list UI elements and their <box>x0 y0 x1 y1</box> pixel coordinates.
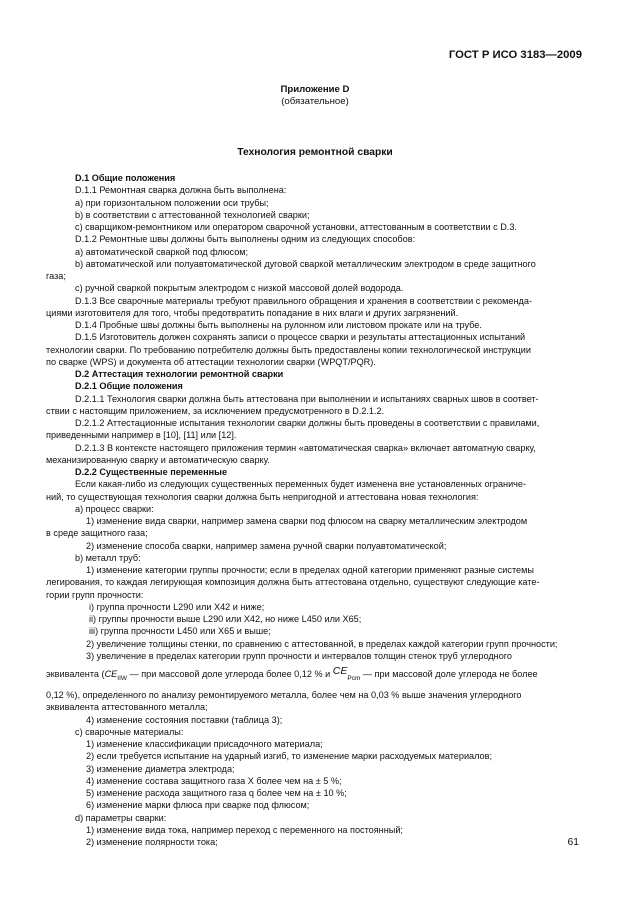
list-item: 3) изменение диаметра электрода; <box>86 763 235 774</box>
ce-iiw-subscript: IIW <box>117 675 128 682</box>
formula-middle: — при массовой доле углерода более 0,12 % и <box>127 669 333 679</box>
paragraph-line: технологии сварки. По требованию потребителю должны быть предоставлены копии технологической инструкции <box>46 344 531 355</box>
page-number: 61 <box>567 837 579 848</box>
list-item: с) сварочные материалы: <box>75 726 184 737</box>
list-item: iii) группа прочности L450 или X65 и выше; <box>89 626 271 637</box>
list-item: 4) изменение состава защитного газа X более чем на ± 5 %; <box>86 775 342 786</box>
annex-heading: Технология ремонтной сварки <box>237 147 393 158</box>
list-item: 1) изменение классификации присадочного материала; <box>86 739 323 749</box>
paragraph-line: механизированную сварку и автоматическую сварку. <box>46 454 270 465</box>
paragraph-line: D.2.1.3 В контексте настоящего приложения термин «автоматическая сварка» включает автоматную сварку, <box>75 442 536 453</box>
annex-status: (обязательное) <box>281 96 349 107</box>
paragraph-line: гории групп прочности: <box>46 589 144 600</box>
list-item: i) группа прочности L290 или X42 и ниже; <box>89 601 265 612</box>
document-code: ГОСТ Р ИСО 3183—2009 <box>448 49 582 61</box>
paragraph-line: в среде защитного газа; <box>46 528 148 539</box>
paragraph-line: эквивалента аттестованного металла; <box>46 702 208 713</box>
paragraph-line: D.1.1 Ремонтная сварка должна быть выполнена: <box>75 185 287 196</box>
paragraph-line: Если какая-либо из следующих существенных переменных будет изменена вне установленных ограниче- <box>75 479 527 490</box>
list-item: с) сварщиком-ремонтником или оператором сварочной установки, аттестованным в соответствии с D.3. <box>75 222 517 232</box>
section-heading: D.2 Аттестация технологии ремонтной сварки <box>75 369 284 379</box>
paragraph-line: газа; <box>46 271 66 281</box>
list-item: b) автоматической или полуавтоматической дуговой сваркой металлическим электродом в среде защитного <box>75 258 536 269</box>
paragraph-line: D.1.3 Все сварочные материалы требуют правильного обращения и хранения в соответствии с рекоменда- <box>75 295 532 306</box>
annex-title: Приложение D <box>280 84 350 95</box>
paragraph-line: D.1.5 Изготовитель должен сохранять записи о процессе сварки и результаты аттестационных испытаний <box>75 332 526 343</box>
list-item: 3) увеличение в пределах категории групп прочности и интервалов толщин стенок труб углеродного <box>86 650 512 661</box>
formula-suffix: — при массовой доле углерода не более <box>360 669 538 679</box>
formula-line <box>46 666 582 687</box>
section-heading: D.1 Общие положения <box>75 173 176 183</box>
paragraph-line: легирования, то каждая легирующая композиция должна быть аттестована отдельно, существуют следующие кате- <box>46 577 540 588</box>
list-item: 2) изменение полярности тока; <box>86 837 218 847</box>
list-item: 2) если требуется испытание на ударный изгиб, то изменение марки расходуемых материалов; <box>86 751 493 762</box>
paragraph-line: D.2.1.1 Технология сварки должна быть аттестована при выполнении и испытаниях сварных швов в соответ- <box>75 393 539 404</box>
paragraph-line: ствии с настоящим приложением, за исключением предусмотренного в D.2.1.2. <box>46 405 385 416</box>
subsection-heading: D.2.2 Существенные переменные <box>75 467 228 477</box>
document-body <box>46 172 582 848</box>
ce-pcm-subscript: Pcm <box>347 675 361 682</box>
ce-iiw-symbol: CE <box>104 669 118 679</box>
paragraph-line: D.2.1.2 Аттестационные испытания технологии сварки должны быть проведены в соответствии с правилами, <box>75 418 540 428</box>
list-item: 4) изменение состояния поставки (таблица 3); <box>86 714 283 725</box>
list-item: 5) изменение расхода защитного газа q более чем на ± 10 %; <box>86 788 347 798</box>
formula-prefix: эквивалента ( <box>46 669 105 679</box>
list-item: b) металл труб: <box>75 552 141 563</box>
list-item: b) в соответствии с аттестованной технологией сварки; <box>75 209 310 220</box>
paragraph-line: D.1.2 Ремонтные швы должны быть выполнены одним из следующих способов: <box>75 234 416 245</box>
list-item: ii) группы прочности выше L290 или X42, но ниже L450 или X65; <box>89 614 362 624</box>
ce-pcm-symbol: CE <box>332 665 348 677</box>
paragraph-line: циями изготовителя для того, чтобы предотвратить попадание в них влаги и других загрязнений. <box>46 307 459 318</box>
list-item: 6) изменение марки флюса при сварке под флюсом; <box>86 800 310 811</box>
subsection-heading: D.2.1 Общие положения <box>75 381 183 392</box>
list-item: 1) изменение вида сварки, например замена сварки под флюсом на сварку металлическим электродом <box>86 516 528 526</box>
list-item: 2) увеличение толщины стенки, по сравнению с аттестованной, в пределах каждой категории групп прочности; <box>86 638 558 649</box>
list-item: d) параметры сварки: <box>75 812 167 823</box>
list-item: а) процесс сварки: <box>75 503 154 514</box>
paragraph-line: D.1.4 Пробные швы должны быть выполнены на рулонном или листовом прокате или на трубе. <box>75 320 482 330</box>
paragraph-line: 0,12 %), определенного по анализу ремонтируемого металла, более чем на 0,03 % выше значения углеродного <box>46 690 522 700</box>
paragraph-line: приведенными например в [10], [11] или [12]. <box>46 430 237 441</box>
list-item: а) автоматической сваркой под флюсом; <box>75 246 249 257</box>
list-item: с) ручной сваркой покрытым электродом с низкой массовой долей водорода. <box>75 283 404 294</box>
list-item: 2) изменение способа сварки, например замена ручной сварки полуавтоматической; <box>86 540 447 551</box>
list-item: 1) изменение категории группы прочности; если в пределах одной категории применяют разные системы <box>86 565 534 575</box>
list-item: 1) изменение вида тока, например переход с переменного на постоянный; <box>86 824 403 835</box>
paragraph-line: ний, то существующая технология сварки должна быть непригодной и аттестована новая технология: <box>46 491 479 502</box>
list-item: а) при горизонтальном положении оси трубы; <box>75 197 269 208</box>
paragraph-line: по сварке (WPS) и документа об аттестации технологии сварки (WPQT/PQR). <box>46 356 376 367</box>
